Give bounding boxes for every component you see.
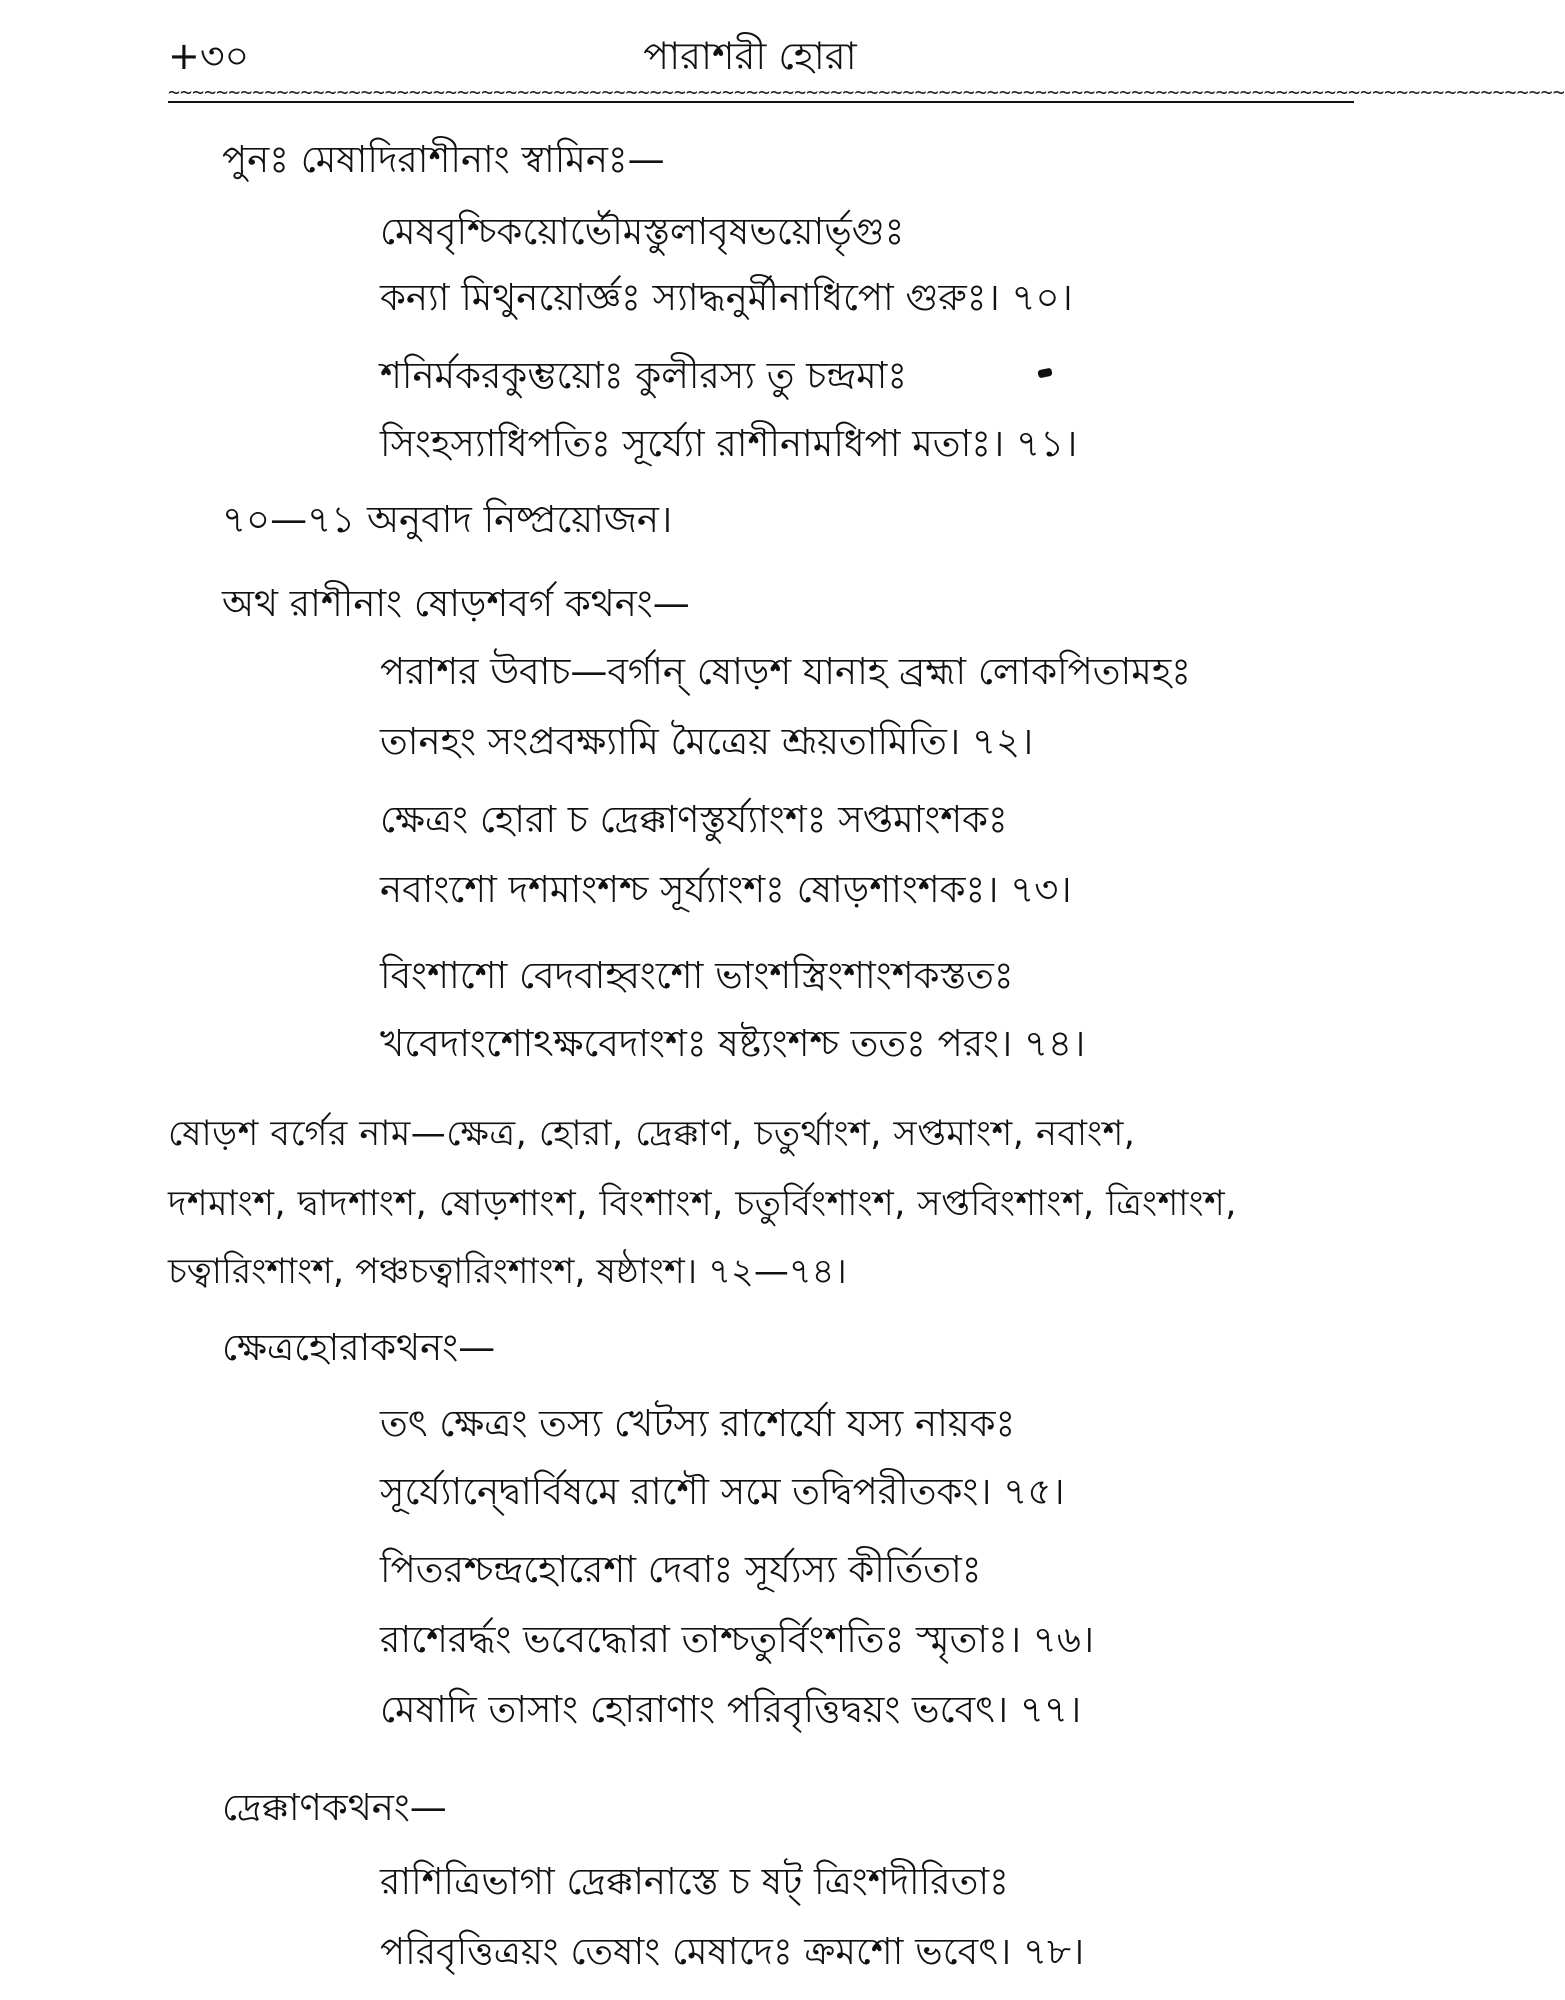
section-heading-shodasavarga: অথ রাশীনাং ষোড়শবর্গ কথনং— bbox=[222, 582, 690, 625]
verse-line: মেষাদি তাসাং হোরাণাং পরিবৃত্তিদ্বয়ং ভবেৎ। ৭৭। bbox=[380, 1688, 1082, 1731]
section-heading-drekkana: দ্রেক্কাণকথনং— bbox=[222, 1786, 447, 1829]
page-number: +৩০ bbox=[168, 34, 250, 78]
commentary-line: দশমাংশ, দ্বাদশাংশ, ষোড়শাংশ, বিংশাংশ, চতুর্বিংশাংশ, সপ্তবিংশাংশ, ত্রিংশাংশ, bbox=[168, 1184, 1237, 1224]
commentary-line: চত্বারিংশাংশ, পঞ্চচত্বারিংশাংশ, ষষ্ঠাংশ। ৭২—৭৪। bbox=[168, 1252, 847, 1292]
verse-line: তানহং সংপ্রবক্ষ্যামি মৈত্রেয় শ্রূয়তামিতি। ৭২। bbox=[380, 720, 1034, 763]
verse-line: শনির্মকরকুম্ভয়োঃ কুলীরস্য তু চন্দ্রমাঃ bbox=[380, 354, 908, 397]
translation-note: ৭০—৭১ অনুবাদ নিষ্প্রয়োজন। bbox=[222, 498, 673, 541]
verse-line: নবাংশো দশমাংশশ্চ সূর্য্যাংশঃ ষোড়শাংশকঃ। ৭৩। bbox=[380, 868, 1072, 911]
verse-line: সূর্য্যোন্দ্বোর্বিষমে রাশৌ সমে তদ্বিপরীতকং। ৭৫। bbox=[380, 1470, 1065, 1513]
header-rule: ~~~~~~~~~~~~~~~~~~~~~~~~~~~~~~~~~~~~~~~~~~~~~~~~~~~~~~~~~~~~~~~~~~~~~~~~~~~~~~~~~~~~~~~~~~~~~~~~~~~~~~~~~~~~~~~~~~~~ bbox=[168, 80, 1565, 104]
ink-mark bbox=[1037, 368, 1052, 379]
verse-line: পরিবৃত্তিত্রয়ং তেষাং মেষাদেঃ ক্রমশো ভবেৎ। ৭৮। bbox=[380, 1930, 1085, 1973]
verse-line: বিংশাশো বেদবাহ্বংশো ভাংশস্ত্রিংশাংশকস্ততঃ bbox=[380, 954, 1014, 997]
verse-line: তৎ ক্ষেত্রং তস্য খেটস্য রাশের্যো যস্য নায়কঃ bbox=[380, 1402, 1016, 1445]
running-title: পারাশরী হোরা bbox=[643, 34, 857, 78]
verse-line: রাশিত্রিভাগা দ্রেক্কানাস্তে চ ষট্ ত্রিংশদীরিতাঃ bbox=[380, 1860, 1009, 1903]
commentary-line: ষোড়শ বর্গের নাম—ক্ষেত্র, হোরা, দ্রেক্কাণ, চতুর্থাংশ, সপ্তমাংশ, নবাংশ, bbox=[168, 1114, 1136, 1154]
section-heading-kshetra-hora: ক্ষেত্রহোরাকথনং— bbox=[222, 1326, 496, 1369]
verse-line: পরাশর উবাচ—বর্গান্ ষোড়শ যানাহ ব্রহ্মা লোকপিতামহঃ bbox=[380, 650, 1191, 693]
verse-line: রাশেরর্দ্ধং ভবেদ্ধোরা তাশ্চতুর্বিংশতিঃ স্মৃতাঃ। ৭৬। bbox=[380, 1618, 1095, 1661]
verse-line: ক্ষেত্রং হোরা চ দ্রেক্কাণস্তুর্য্যাংশঃ সপ্তমাংশকঃ bbox=[380, 798, 1008, 841]
page-header bbox=[0, 22, 1500, 82]
verse-line: মেষবৃশ্চিকয়োর্ভৌমস্তুলাবৃষভয়োর্ভৃগুঃ bbox=[380, 210, 905, 253]
verse-line: পিতরশ্চন্দ্রহোরেশা দেবাঃ সূর্য্যস্য কীর্তিতাঃ bbox=[380, 1548, 982, 1591]
verse-line: সিংহস্যাধিপতিঃ সূর্য্যো রাশীনামধিপা মতাঃ। ৭১। bbox=[380, 422, 1078, 465]
verse-line: খবেদাংশোঽক্ষবেদাংশঃ ষষ্ট্যংশশ্চ ততঃ পরং। ৭৪। bbox=[380, 1022, 1086, 1065]
verse-line: কন্যা মিথুনয়োর্জ্ঞঃ স্যাদ্ধনুর্মীনাধিপো গুরুঃ। ৭০। bbox=[380, 276, 1073, 319]
section-heading-lords: পুনঃ মেষাদিরাশীনাং স্বামিনঃ— bbox=[222, 138, 665, 181]
